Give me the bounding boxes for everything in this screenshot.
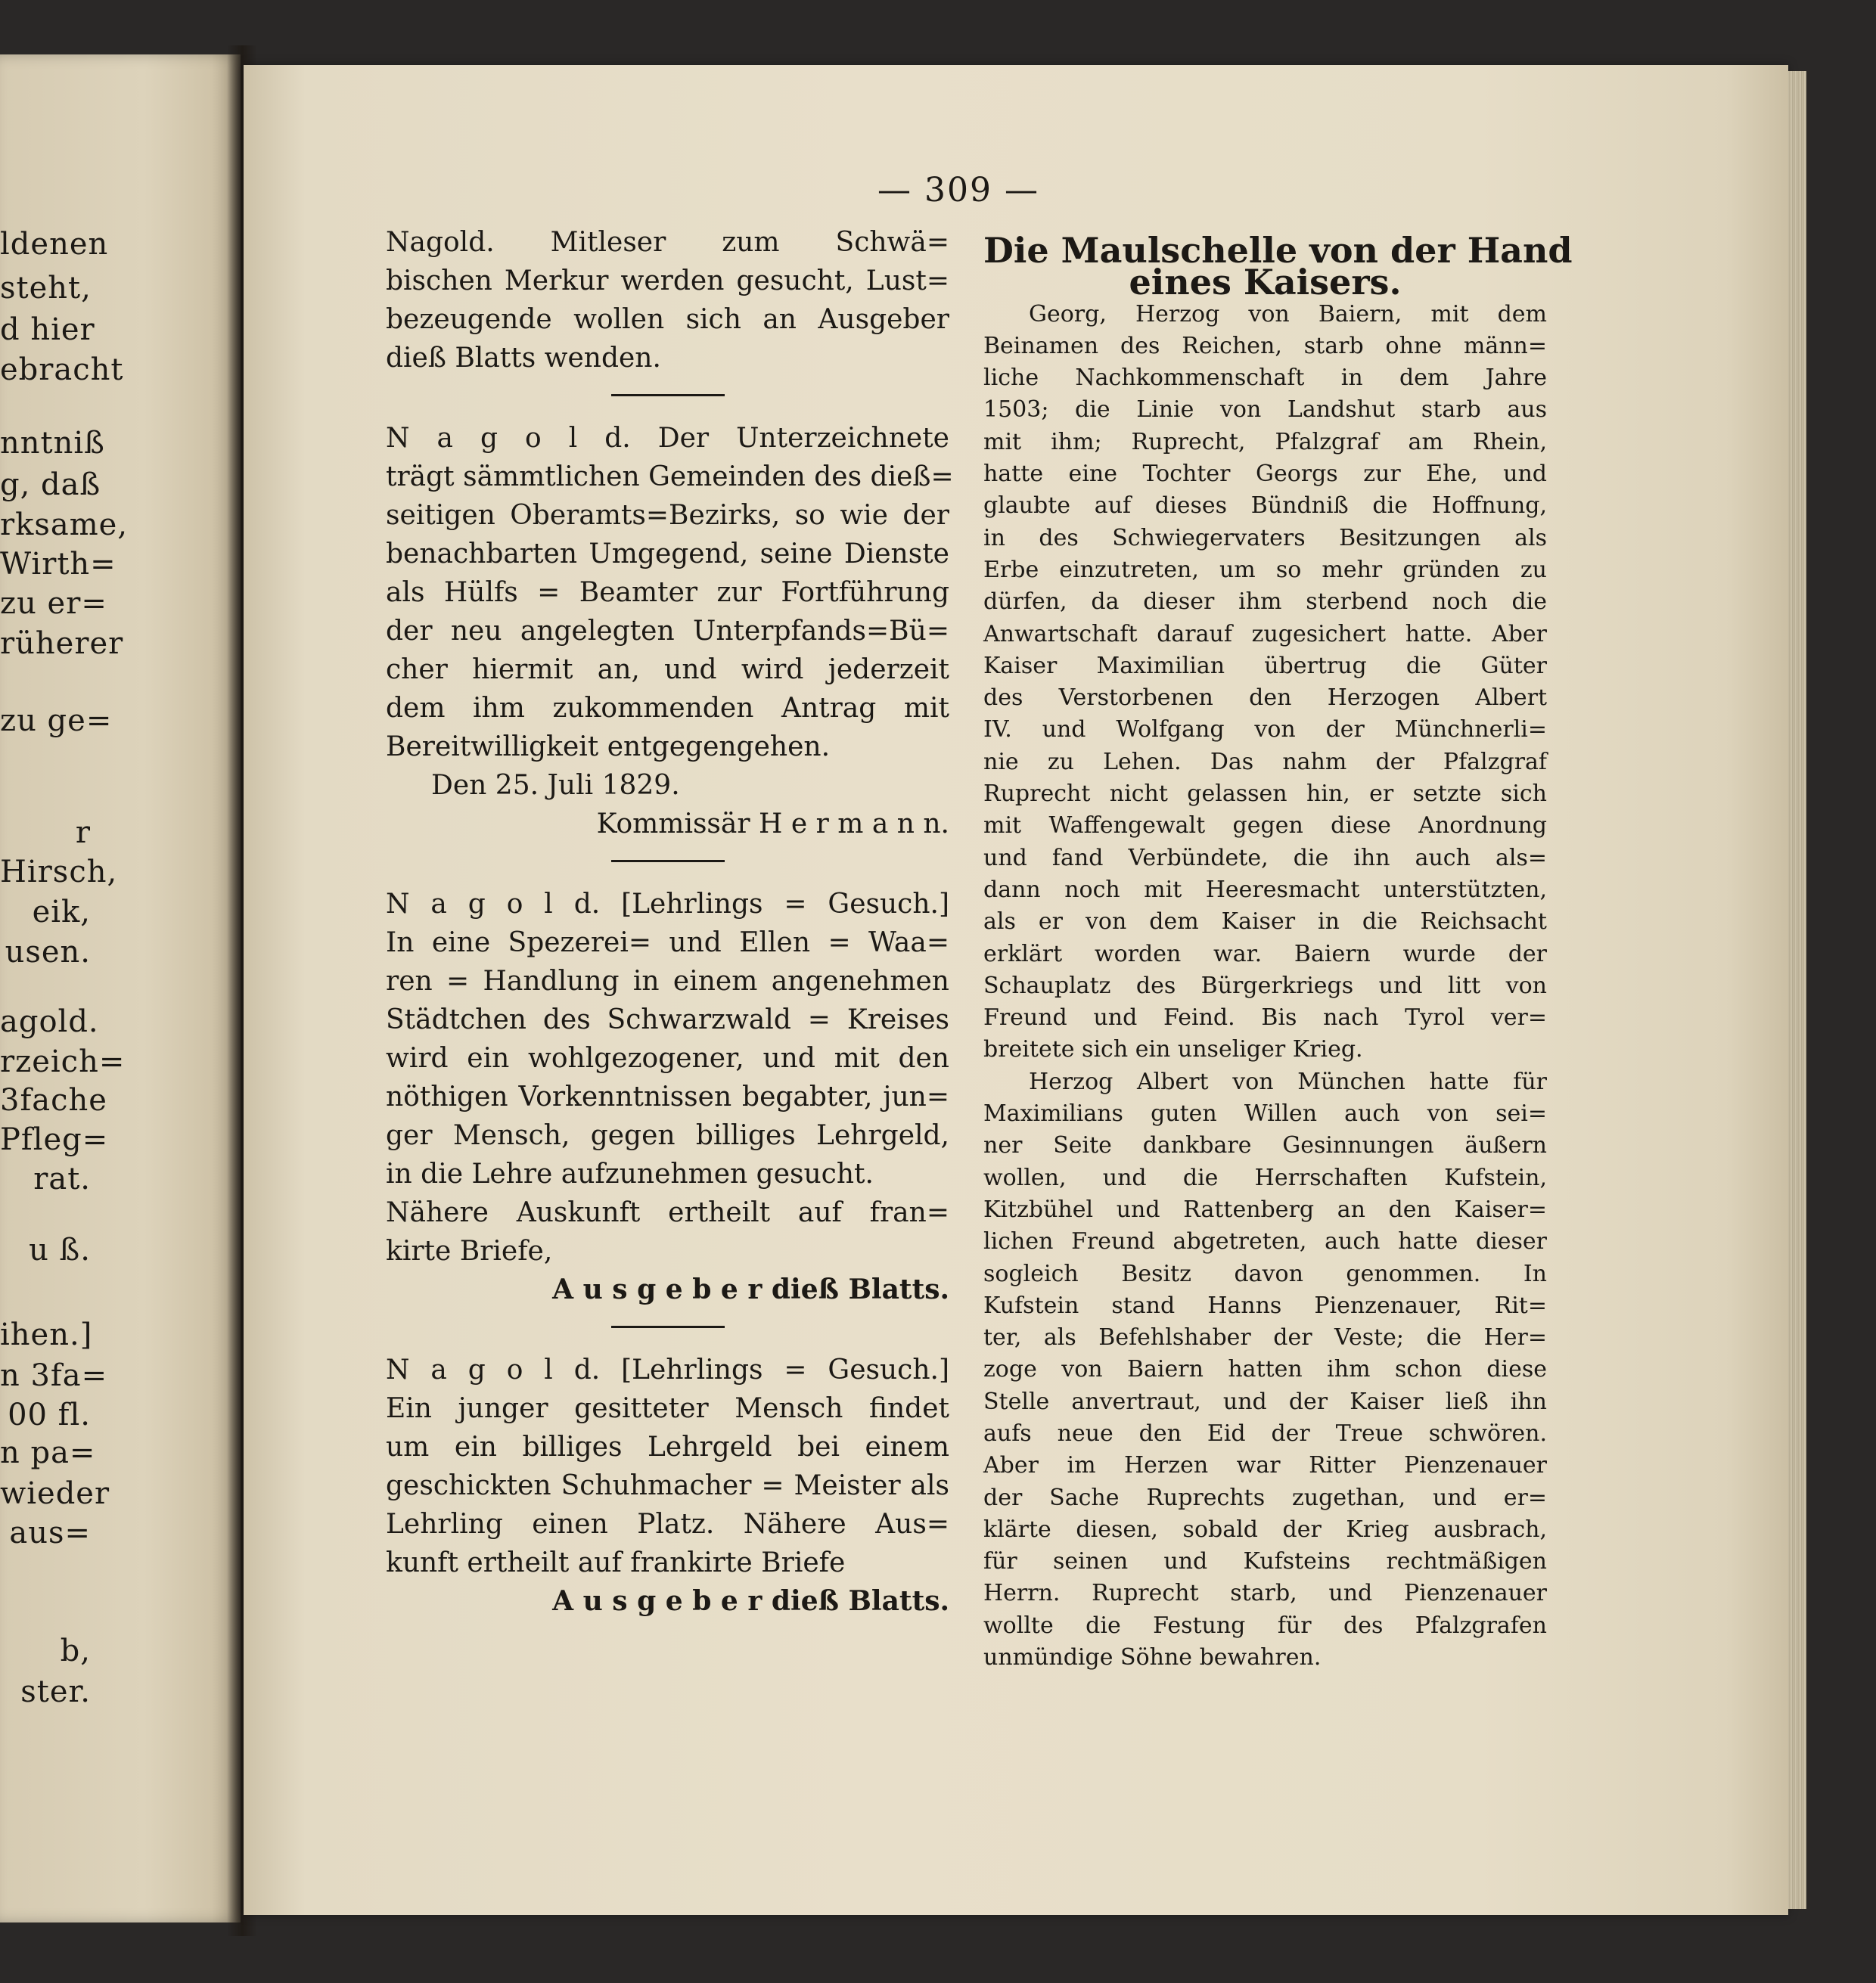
story-title [983, 227, 1573, 303]
story-line: dürfen, da dieser ihm sterbend noch die [983, 588, 1547, 616]
story-line: lichen Freund abgetreten, auch hatte dieser [983, 1228, 1547, 1255]
left-fragment: rüherer [0, 626, 124, 661]
story-line: Ruprecht nicht gelassen hin, er setzte sich [983, 780, 1547, 808]
left-fragment: b, [60, 1634, 91, 1668]
left-fragment: d hier [0, 312, 95, 347]
left-fragment: g, daß [0, 467, 101, 502]
left-fragment: ster. [20, 1674, 91, 1709]
story-line: Kufstein stand Hanns Pienzenauer, Rit= [983, 1292, 1547, 1319]
notice-lehrlings-gesuch-1 [386, 885, 949, 1309]
notice-line: der neu angelegten Unterpfands=Bü= [386, 616, 949, 647]
story-line: ter, als Befehlshaber der Veste; die Her= [983, 1324, 1547, 1351]
notice-line: dem ihm zukommenden Antrag mit [386, 693, 949, 724]
story-line: der Sache Ruprechts zugethan, und er= [983, 1484, 1547, 1511]
story-line: unmündige Söhne bewahren. [983, 1644, 1322, 1671]
left-fragment: rksame, [0, 507, 129, 542]
notice-line: Bereitwilligkeit entgegengehen. [386, 731, 831, 762]
story-line: Herrn. Ruprecht starb, und Pienzenauer [983, 1580, 1547, 1607]
left-fragment: ldenen [0, 227, 109, 262]
story-line: sogleich Besitz davon genommen. In [983, 1260, 1547, 1287]
story-line: 1503; die Linie von Landshut starb aus [983, 396, 1547, 424]
story-line: Anwartschaft darauf zugesichert hatte. Aber [983, 620, 1547, 647]
story-line: Beinamen des Reichen, starb ohne männ= [983, 332, 1547, 359]
page-number: — 309 — [877, 171, 1039, 209]
story-line: Herzog Albert von München hatte für [1029, 1068, 1547, 1095]
section-divider [611, 1326, 725, 1328]
notice-line: N a g o l d. Der Unterzeichnete [386, 423, 949, 454]
notice-line: Nagold. Mitleser zum Schwä= [386, 227, 949, 258]
notice-line: N a g o l d. [Lehrlings = Gesuch.] [386, 1355, 949, 1386]
left-fragment: zu er= [0, 586, 107, 621]
notice-line: seitigen Oberamts=Bezirks, so wie der [386, 500, 949, 531]
story-line: klärte diesen, sobald der Krieg ausbrach, [983, 1516, 1547, 1543]
notice-line: Lehrling einen Platz. Nähere Aus= [386, 1509, 949, 1540]
left-fragment: wieder [0, 1476, 110, 1511]
notice-mitleser [386, 223, 949, 377]
left-fragment: n 3fa= [0, 1358, 108, 1393]
left-fragment: ihen.] [0, 1317, 93, 1352]
notice-line: als Hülfs = Beamter zur Fortführung [386, 577, 949, 608]
story-line: glaubte auf dieses Bündniß die Hoffnung, [983, 492, 1547, 520]
left-fragment: nntniß [0, 426, 105, 461]
story-line: breitete sich ein unseliger Krieg. [983, 1036, 1363, 1063]
story-line: des Verstorbenen den Herzogen Albert [983, 684, 1547, 712]
story-line: ner Seite dankbare Gesinnungen äußern [983, 1132, 1547, 1159]
story-line: Aber im Herzen war Ritter Pienzenauer [983, 1452, 1547, 1479]
story-line: Freund und Feind. Bis nach Tyrol ver= [983, 1004, 1547, 1032]
notice-line: um ein billiges Lehrgeld bei einem [386, 1432, 949, 1463]
notices-column [386, 223, 954, 1621]
notice-lehrlings-gesuch-2 [386, 1351, 949, 1621]
left-fragment: aus= [9, 1516, 91, 1550]
notice-line: bezeugende wollen sich an Ausgeber [386, 304, 949, 335]
notice-line: bischen Merkur werden gesucht, Lust= [386, 265, 949, 296]
story-line: erklärt worden war. Baiern wurde der [983, 940, 1547, 967]
story-line: Georg, Herzog von Baiern, mit dem [1029, 300, 1547, 327]
story-title-line: Die Maulschelle von der Hand [983, 230, 1573, 271]
left-fragment: ebracht [0, 352, 124, 387]
story-line: mit Waffengewalt gegen diese Anordnung [983, 812, 1547, 839]
notice-line: dieß Blatts wenden. [386, 343, 661, 374]
notice-line: ger Mensch, gegen billiges Lehrgeld, [386, 1120, 949, 1151]
story-line: wollte die Festung für des Pfalzgrafen [983, 1612, 1547, 1639]
notice-line: trägt sämmtlichen Gemeinden des dieß= [386, 461, 954, 492]
story-line: Maximilians guten Willen auch von sei= [983, 1100, 1547, 1128]
notice-signature: Kommissär H e r m a n n. [596, 808, 949, 839]
story-line: Stelle anvertraut, und der Kaiser ließ ihn [983, 1388, 1547, 1415]
left-fragment: Hirsch, [0, 855, 118, 889]
left-fragment: agold. [0, 1004, 99, 1039]
notice-line: In eine Spezerei= und Ellen = Waa= [386, 927, 949, 958]
left-fragment: Pfleg= [0, 1122, 109, 1157]
left-fragment: r [75, 815, 91, 850]
notice-date: Den 25. Juli 1829. [431, 770, 680, 801]
story-line: wollen, und die Herrschaften Kufstein, [983, 1164, 1547, 1191]
section-divider [611, 860, 725, 862]
left-fragment: rat. [33, 1162, 91, 1196]
notice-signature: A u s g e b e r dieß Blatts. [552, 1274, 949, 1305]
story-column [983, 227, 1573, 1674]
story-line: zoge von Baiern hatten ihm schon diese [983, 1356, 1547, 1383]
story-line: Kaiser Maximilian übertrug die Güter [983, 652, 1547, 679]
page-edges [1788, 71, 1806, 1909]
left-fragment: n pa= [0, 1435, 96, 1470]
notice-line: kirte Briefe, [386, 1236, 553, 1267]
notice-line: nöthigen Vorkenntnissen begabter, jun= [386, 1081, 949, 1113]
left-fragment: u ß. [29, 1233, 91, 1268]
notice-line: geschickten Schuhmacher = Meister als [386, 1470, 949, 1501]
story-line: nie zu Lehen. Das nahm der Pfalzgraf [983, 748, 1547, 775]
story-line: Schauplatz des Bürgerkriegs und litt von [983, 972, 1547, 999]
story-line: aufs neue den Eid der Treue schwören. [983, 1420, 1547, 1447]
story-line: liche Nachkommenschaft in dem Jahre [983, 365, 1547, 392]
notice-line: ren = Handlung in einem angenehmen [386, 966, 949, 997]
left-fragment: eik, [32, 895, 91, 929]
story-line: Kitzbühel und Rattenberg an den Kaiser= [983, 1196, 1547, 1223]
story-line: IV. und Wolfgang von der Münchnerli= [983, 716, 1547, 743]
story-line: Erbe einzutreten, um so mehr gründen zu [983, 556, 1547, 583]
story-line: und fand Verbündete, die ihn auch als= [983, 844, 1547, 871]
notice-line: wird ein wohlgezogener, und mit den [386, 1043, 949, 1074]
story-line: in des Schwiegervaters Besitzungen als [983, 524, 1547, 551]
notice-line: in die Lehre aufzunehmen gesucht. [386, 1159, 874, 1190]
left-fragment: rzeich= [0, 1044, 126, 1079]
story-line: für seinen und Kufsteins rechtmäßigen [983, 1548, 1547, 1575]
notice-line: benachbarten Umgegend, seine Dienste [386, 538, 949, 569]
notice-line: Ein junger gesitteter Mensch findet [386, 1393, 949, 1424]
story-line: als er von dem Kaiser in die Reichsacht [983, 908, 1547, 936]
left-fragment: steht, [0, 271, 92, 306]
notice-line: Nähere Auskunft ertheilt auf fran= [386, 1197, 949, 1228]
notice-signature: A u s g e b e r dieß Blatts. [552, 1585, 949, 1617]
left-fragment: zu ge= [0, 703, 113, 738]
left-fragment: 3fache [0, 1083, 107, 1118]
notice-line: cher hiermit an, und wird jederzeit [386, 654, 949, 685]
story-line: hatte eine Tochter Georgs zur Ehe, und [983, 461, 1547, 488]
notice-unterzeichnete [386, 419, 954, 843]
story-line: mit ihm; Ruprecht, Pfalzgraf am Rhein, [983, 428, 1547, 455]
notice-line: kunft ertheilt auf frankirte Briefe [386, 1547, 846, 1578]
notice-line: Städtchen des Schwarzwald = Kreises [386, 1004, 949, 1035]
section-divider [611, 394, 725, 396]
story-title-line: eines Kaisers. [1129, 262, 1402, 303]
story-line: dann noch mit Heeresmacht unterstützten, [983, 876, 1547, 903]
left-fragment: Wirth= [0, 547, 116, 582]
notice-line: N a g o l d. [Lehrlings = Gesuch.] [386, 889, 949, 920]
left-fragment: usen. [5, 935, 91, 970]
story-body [983, 299, 1547, 1674]
left-fragment: 00 fl. [8, 1398, 91, 1432]
